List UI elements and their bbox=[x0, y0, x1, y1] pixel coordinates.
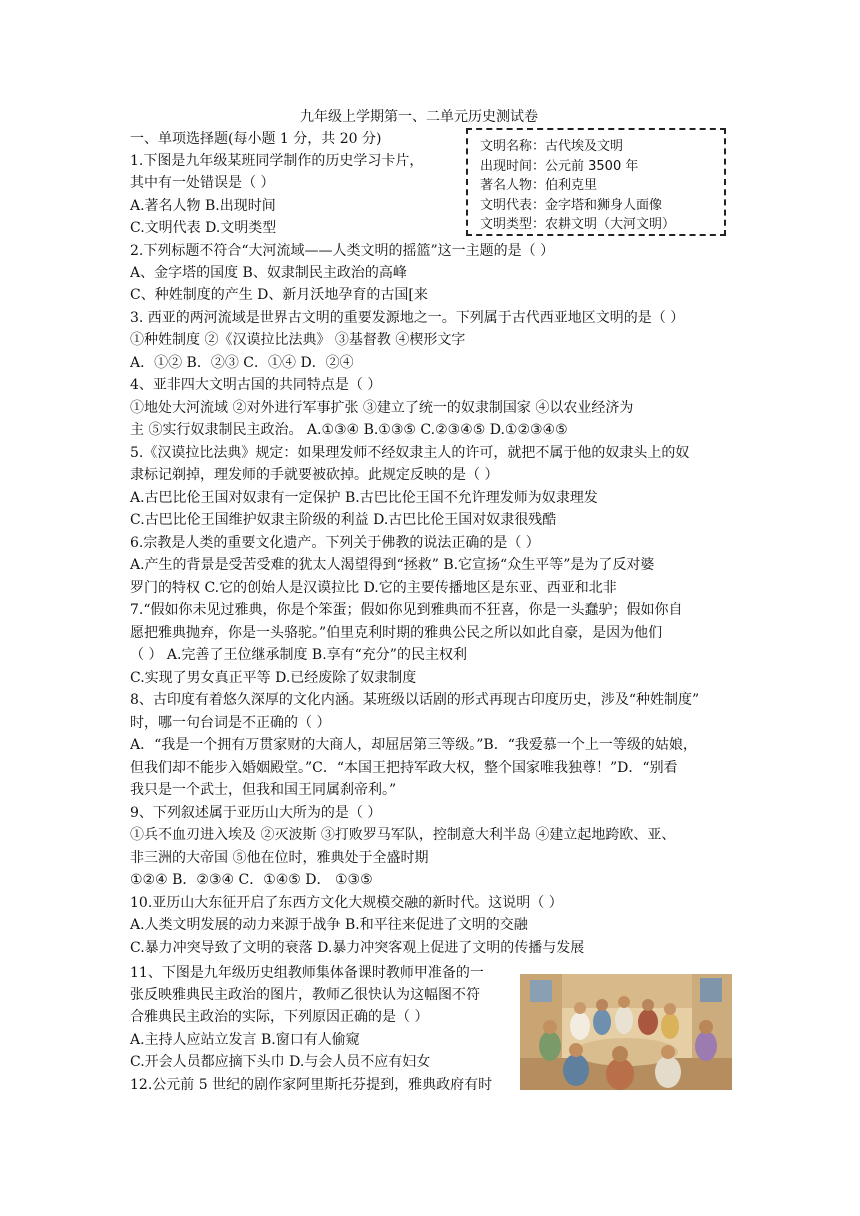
study-card bbox=[466, 128, 726, 236]
question-line: 罗门的特权 C.它的创始人是汉谟拉比 D.它的主要传播地区是东亚、西亚和北非 bbox=[130, 580, 617, 596]
question-line: ①②④ B．②③④ C．①④⑤ D． ①③⑤ bbox=[130, 872, 373, 888]
question-line: 非三洲的大帝国 ⑤他在位时，雅典处于全盛时期 bbox=[130, 850, 429, 866]
question-line: 合雅典民主政治的实际，下列原因正确的是（ ） bbox=[130, 1009, 429, 1025]
question-line: C.开会人员都应摘下头巾 D.与会人员不应有妇女 bbox=[130, 1054, 431, 1070]
card-line: 著名人物：伯利克里 bbox=[480, 178, 598, 193]
question-line: C.文明代表 D.文明类型 bbox=[130, 220, 277, 236]
card-line: 文明名称：古代埃及文明 bbox=[480, 139, 624, 154]
question-line: ①地处大河流域 ②对外进行军事扩张 ③建立了统一的奴隶制国家 ④以农业经济为 bbox=[130, 400, 634, 416]
question-line: 10.亚历山大东征开启了东西方文化大规模交融的新时代。这说明（ ） bbox=[130, 895, 563, 911]
card-line: 出现时间：公元前 3500 年 bbox=[480, 158, 639, 174]
question-line: 张反映雅典民主政治的图片，教师乙很快认为这幅图不符 bbox=[130, 987, 480, 1003]
question-line: 5.《汉谟拉比法典》规定：如果理发师不经奴隶主人的许可，就把不属于他的奴隶头上的奴 bbox=[130, 445, 690, 461]
question-line: A.著名人物 B.出现时间 bbox=[130, 198, 276, 214]
section-heading: 一、单项选择题(每小题 1 分，共 20 分) bbox=[130, 131, 382, 147]
question-line: 4、亚非四大文明古国的共同特点是（ ） bbox=[130, 377, 382, 393]
question-line: 11、下图是九年级历史组教师集体备课时教师甲准备的一 bbox=[130, 965, 484, 981]
question-line: 愿把雅典抛弃，你是一头骆驼。”伯里克利时期的雅典公民之所以如此自豪，是因为他们 bbox=[130, 625, 663, 641]
question-line: 12.公元前 5 世纪的剧作家阿里斯托芬提到，雅典政府有时 bbox=[130, 1077, 493, 1093]
question-line: C.古巴比伦王国维护奴隶主阶级的利益 D.古巴比伦王国对奴隶很残酷 bbox=[130, 512, 557, 528]
question-line: C、种姓制度的产生 D、新月沃地孕育的古国[来 bbox=[130, 287, 428, 303]
question-line: 我只是一个武士，但我和国王同属刹帝利。” bbox=[130, 782, 397, 798]
card-line: 文明代表：金字塔和狮身人面像 bbox=[480, 197, 663, 213]
question-line: A.古巴比伦王国对奴隶有一定保护 B.古巴比伦王国不允许理发师为奴隶理发 bbox=[130, 490, 598, 506]
question-line: 3. 西亚的两河流域是世界古文明的重要发源地之一。下列属于古代西亚地区文明的是（ ） bbox=[130, 310, 685, 326]
question-line: A．①② B．②③ C．①④ D．②④ bbox=[130, 355, 354, 371]
question-line: 6.宗教是人类的重要文化遗产。下列关于佛教的说法正确的是（ ） bbox=[130, 535, 540, 551]
page-title: 九年级上学期第一、二单元历史测试卷 bbox=[300, 109, 538, 125]
question-line: 但我们却不能步入婚姻殿堂。”C．“本国王把持军政大权，整个国家唯我独尊！”D．“别看 bbox=[130, 760, 678, 776]
question-line: 7.“假如你未见过雅典，你是个笨蛋；假如你见到雅典而不狂喜，你是一头蠢驴；假如你自 bbox=[130, 602, 683, 618]
question-line: 其中有一处错误是（ ） bbox=[130, 175, 275, 191]
question-line: A.人类文明发展的动力来源于战争 B.和平往来促进了文明的交融 bbox=[130, 917, 528, 933]
question-line: A.产生的背景是受苦受难的犹太人渴望得到“拯救” B.它宣扬“众生平等”是为了反对婆 bbox=[130, 557, 655, 573]
question-line: C.暴力冲突导致了文明的衰落 D.暴力冲突客观上促进了文明的传播与发展 bbox=[130, 940, 585, 956]
card-line: 文明类型：农耕文明（大河文明） bbox=[480, 217, 676, 232]
question-line: 主 ⑤实行奴隶制民主政治。 A.①③④ B.①③⑤ C.②③④⑤ D.①②③④⑤ bbox=[130, 422, 568, 438]
question-line: 时，哪一句台词是不正确的（ ） bbox=[130, 715, 331, 731]
question-line: A．“我是一个拥有万贯家财的大商人，却屈居第三等级。”B．“我爱慕一个上一等级的姑娘， bbox=[130, 737, 697, 753]
question-line: ①种姓制度 ②《汉谟拉比法典》 ③基督教 ④楔形文字 bbox=[130, 332, 466, 348]
question-line: （ ） A.完善了王位继承制度 B.享有“充分”的民主权利 bbox=[130, 647, 467, 663]
question-line: 隶标记剃掉，理发师的手就要被砍掉。此规定反映的是（ ） bbox=[130, 467, 499, 483]
question-line: 1.下图是九年级某班同学制作的历史学习卡片， bbox=[130, 153, 424, 169]
question-line: 9、下列叙述属于亚历山大所为的是（ ） bbox=[130, 805, 382, 821]
question-line: ①兵不血刃进入埃及 ②灭波斯 ③打败罗马军队，控制意大利半岛 ④建立起地跨欧、亚、 bbox=[130, 827, 676, 843]
question-line: A、金字塔的国度 B、奴隶制民主政治的高峰 bbox=[130, 265, 407, 281]
assembly-illustration bbox=[520, 974, 732, 1090]
question-line: 8、古印度有着悠久深厚的文化内涵。某班级以话剧的形式再现古印度历史，涉及“种姓制度” bbox=[130, 692, 700, 708]
question-line: C.实现了男女真正平等 D.已经废除了奴隶制度 bbox=[130, 670, 417, 686]
question-line: A.主持人应站立发言 B.窗口有人偷窥 bbox=[130, 1032, 360, 1048]
question-line: 2.下列标题不符合“大河流域——人类文明的摇篮”这一主题的是（ ） bbox=[130, 243, 555, 259]
